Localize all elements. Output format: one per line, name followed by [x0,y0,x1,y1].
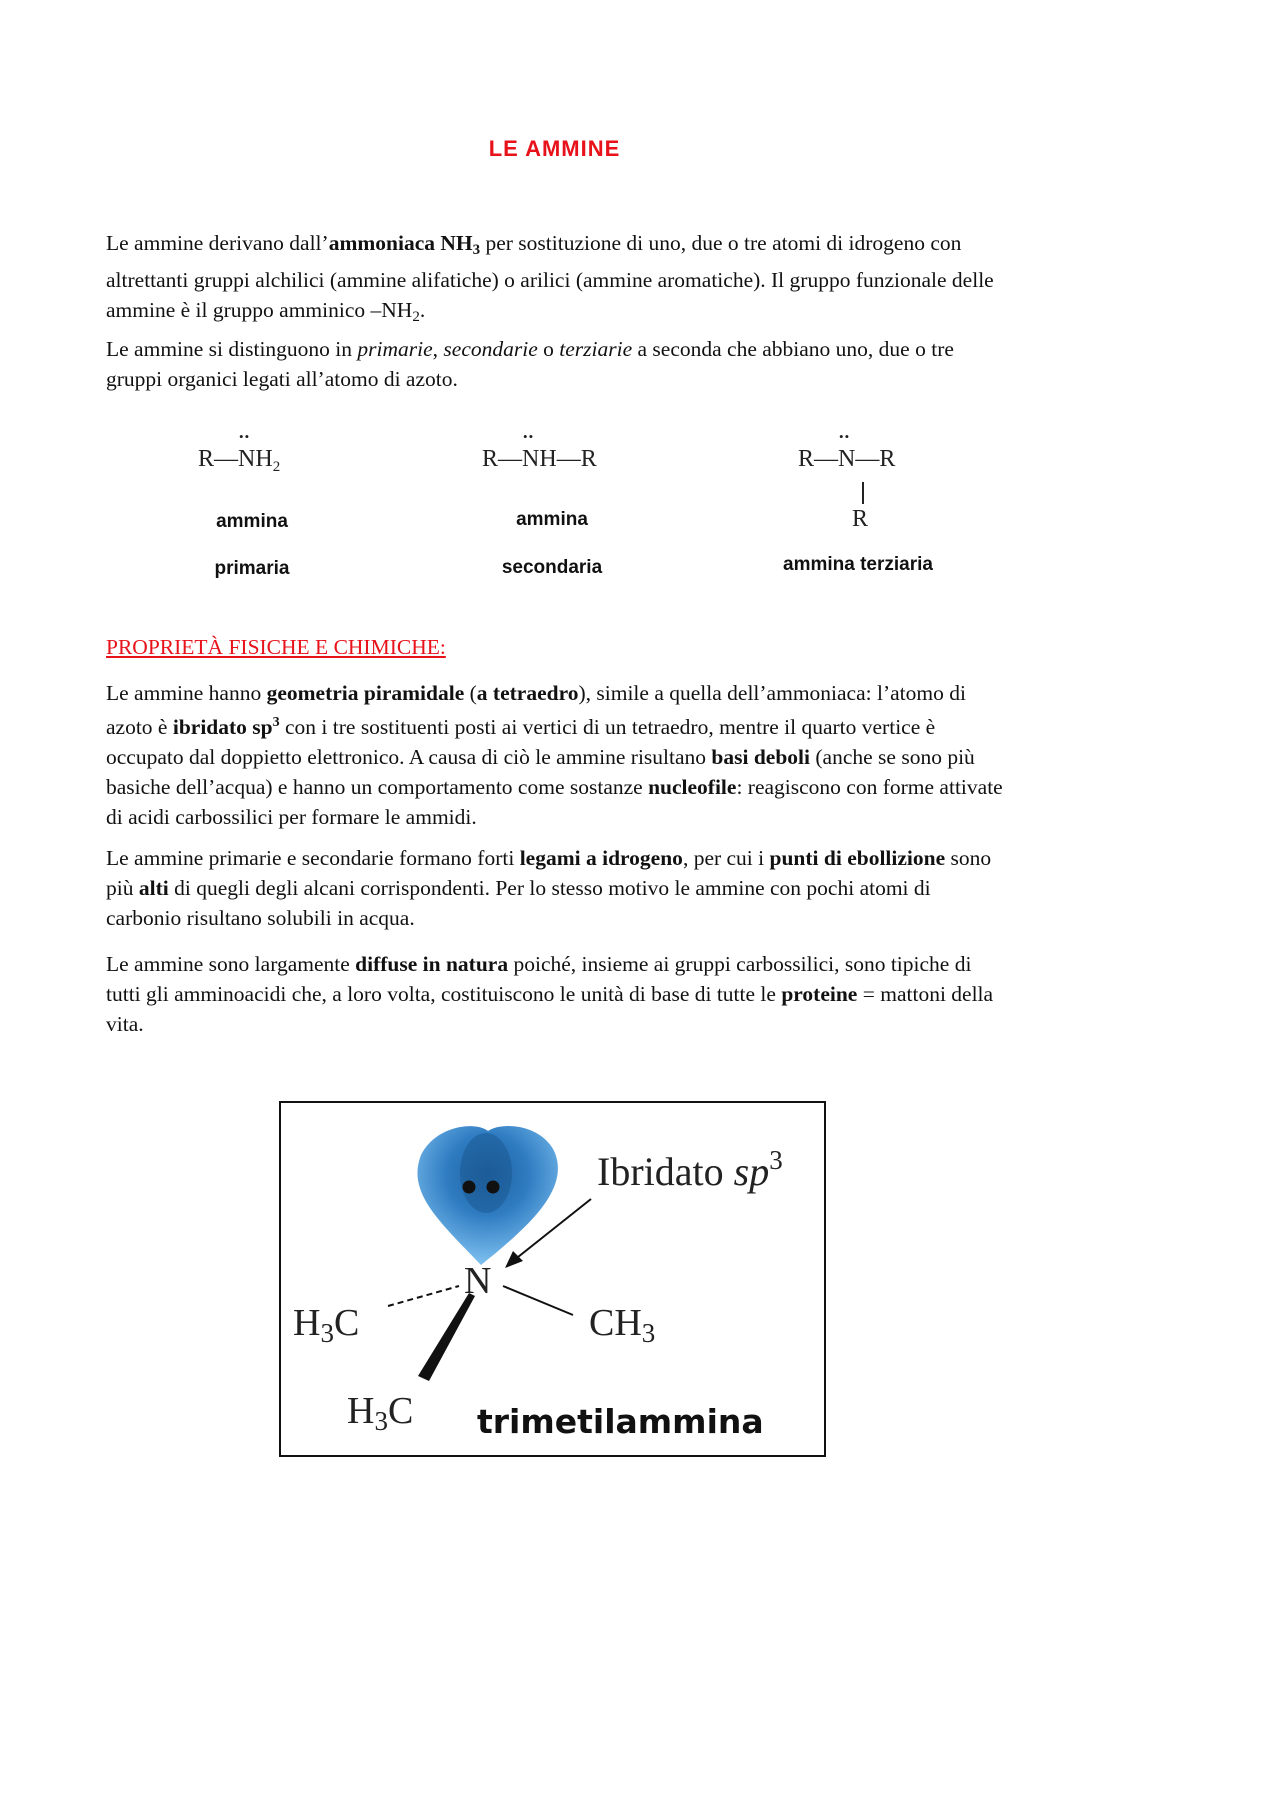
section-title: PROPRIETÀ FISICHE E CHIMICHE: [106,635,446,659]
intro-paragraph-1: Le ammine derivano dall’ammoniaca $NH_3$ per sostituzione di uno, due o tre atomi di idrogeno con altrettanti gruppi alchilici (ammine alifatiche) o arilici (ammine aromatiche). Il gruppo funzionale delle ammine è il gruppo amminico $-NH_2$. [106,231,994,325]
secondary-amine-label-1: ammina [516,509,588,530]
methyl-group-right: CH3 [589,1302,656,1348]
intro-paragraph-2: Le ammine si distinguono in primarie, secondarie o terziarie a seconda che abbiano uno, due o tre gruppi organici legati all’atomo di azoto. [106,337,954,391]
nitrogen-atom: N [464,1260,492,1302]
methyl-group-bottom: H3C [347,1390,414,1436]
tertiary-amine-label: ammina terziaria [783,554,933,575]
methyl-group-left: H3C [293,1302,360,1348]
lone-pair-electron-2 [487,1181,500,1194]
secondary-amine-label-2: secondaria [501,557,603,578]
dashed-bond [388,1286,459,1306]
figure-caption: trimetilammina [477,1402,764,1441]
secondary-amine-formula: R—•• NH—R [482,446,597,473]
primary-amine-formula: R—•• $NH_2$ [198,446,280,476]
tertiary-amine-third-group: R [852,506,869,532]
bond-right [503,1286,573,1315]
tertiary-amine-formula: R—•• N—R [798,446,895,473]
wedge-bond [418,1293,475,1381]
primary-amine-label-2: primaria [214,558,290,579]
orbital-annotation: Ibridato $sp^3$ [597,1145,783,1194]
page-title: LE AMMINE [488,136,621,161]
properties-paragraph-2: Le ammine primarie e secondarie formano forti legami a idrogeno, per cui i punti di ebollizione sono più alti di quegli degli alcani corrispondenti. Per lo stesso motivo le ammine con pochi atomi di carbonio risultano solubili in acqua. [106,846,992,930]
trimethylamine-diagram [281,1103,824,1455]
orbital-inner-lobe [460,1133,512,1213]
annotation-arrowhead [505,1251,523,1268]
trimethylamine-figure [279,1101,826,1457]
properties-paragraph-1: Le ammine hanno geometria piramidale (a tetraedro), simile a quella dell’ammoniaca: l’atomo di azoto è ibridato $sp^3$ con i tre sostituenti posti ai vertici di un tetraedro, mentre il quarto vertice è occupato dal doppietto elettronico. A causa di ciò le ammine risultano basi deboli (anche se sono più basiche dell’acqua) e hanno un comportamento come sostanze nucleofile: reagiscono con forme attivate di acidi carbossilici per formare le ammidi. [106,681,1003,829]
tertiary-amine-bond [862,482,864,504]
primary-amine-label-1: ammina [216,511,288,532]
lone-pair-electron-1 [463,1181,476,1194]
properties-paragraph-3: Le ammine sono largamente diffuse in natura poiché, insieme ai gruppi carbossilici, sono tipiche di tutti gli amminoacidi che, a loro volta, costituiscono le unità di base di tutte le proteine = mattoni della vita. [106,952,994,1036]
